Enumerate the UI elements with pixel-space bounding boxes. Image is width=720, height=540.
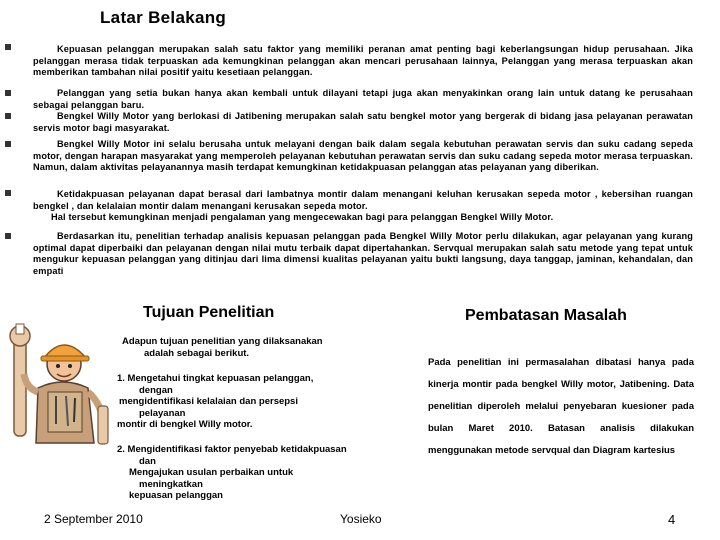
tujuan-item-line: dengan — [139, 384, 173, 396]
paragraph-ketidakpuasan — [33, 189, 693, 224]
paragraph-first-line: Pelanggan yang setia bukan hanya akan kembali untuk dilayani tetapi juga akan menyakinkan orang lain untuk — [57, 88, 585, 98]
footer-date: 2 September 2010 — [44, 512, 143, 526]
square-bullet-icon — [5, 141, 11, 147]
paragraph-berdasarkan — [33, 231, 693, 277]
paragraph-rest: pelayanan yang kurang optimal dapat diperbaiki dan pelayanan dengan nilai mutu terbaik dapat dipertahankan. Servqual merupakan salah satu metode yang tepat untuk mengukur kepuasan pelanggan yang ditinjau dari lima dimensi kualitas pelayanan yaitu bukti langsung, daya tanggap, jaminan, kehandalan, dan empati — [33, 231, 693, 276]
square-bullet-icon — [5, 44, 11, 50]
paragraph-pelanggan-setia — [33, 88, 693, 111]
tujuan-item-line: 1. Mengetahui tingkat kepuasan pelanggan, — [117, 373, 314, 384]
tujuan-item-line: Mengajukan usulan perbaikan untuk — [129, 467, 294, 478]
tujuan-intro-line: adalah sebagai berikut. — [144, 347, 250, 359]
tujuan-item-2 — [117, 444, 387, 502]
paragraph-kepuasan — [33, 44, 693, 79]
paragraph-first-line: Bengkel Willy Motor yang berlokasi di Jatibening merupakan salah satu bengkel motor yang bergerak di bidang jasa — [57, 111, 594, 121]
footer-author: Yosieko — [340, 512, 382, 526]
pembatasan-heading: Pembatasan Masalah — [465, 307, 627, 324]
page-number: 4 — [668, 512, 676, 527]
tujuan-heading: Tujuan Penelitian — [143, 304, 275, 321]
square-bullet-icon — [5, 90, 11, 96]
square-bullet-icon — [5, 113, 11, 119]
tujuan-item-line: kepuasan pelanggan — [129, 490, 223, 501]
square-bullet-icon — [5, 233, 11, 239]
paragraph-first-line: Bengkel Willy Motor ini selalu berusaha untuk melayani dengan baik dalam segala kebutuhan perawatan servis dan — [57, 139, 594, 149]
paragraph-extra-line: Hal tersebut kemungkinan menjadi pengalaman yang mengecewakan bagi para pelanggan Bengkel Willy Motor. — [51, 212, 554, 222]
tujuan-item-1 — [117, 373, 377, 431]
paragraph-rest: , kebersihan ruangan bengkel , dan kelalaian montir dalam menangani kerusakan sepeda motor. — [33, 189, 694, 211]
tujuan-intro — [122, 336, 382, 359]
page-title: Latar Belakang — [100, 8, 227, 27]
paragraph-bengkel-usaha — [33, 139, 693, 174]
tujuan-intro-line: Adapun tujuan penelitian yang dilaksanakan — [122, 336, 323, 347]
tujuan-item-line: mengidentifikasi kelalaian dan persepsi — [119, 396, 298, 407]
paragraph-rest: suku cadang sepeda motor, dengan harapan masyarakat yang memperoleh pelayanan kebutuhan perawatan servis dan suku cadang sepeda motor merasa terpuaskan. Namun, dalam aktivitas pelayanannya masih terdapat kemungkinan ketidakpuasan pelanggan atas pelayanan yang diberikan. — [33, 139, 694, 172]
tujuan-item-line: 2. Mengidentifikasi faktor penyebab ketidakpuasan — [117, 444, 347, 455]
tujuan-item-line: dan — [139, 455, 156, 467]
paragraph-rest: pelayanan perawatan servis motor bagi masyarakat. — [33, 111, 693, 133]
paragraph-first-line: Kepuasan pelanggan merupakan salah satu faktor yang memiliki peranan amat penting bagi keberlangsungan hidup — [57, 44, 610, 54]
square-bullet-icon — [5, 190, 11, 196]
mechanic-illustration — [8, 318, 113, 450]
paragraph-first-line: Berdasarkan itu, penelitian terhadap analisis kepuasan pelanggan pada Bengkel Willy Motor perlu dilakukan, agar — [57, 231, 583, 241]
tujuan-item-line: montir di bengkel Willy motor. — [117, 419, 253, 430]
paragraph-rest: datang ke perusahaan sebagai pelanggan baru. — [33, 88, 693, 110]
paragraph-rest: perusahaan. Jika pelanggan merasa tidak terpuaskan ada kemungkinan pelanggan akan mencari perusahaan lainnya, Pelanggan yang merasa terpuaskan akan memberikan tambahan nilai positif yaitu kesetiaan pelanggan. — [33, 44, 693, 77]
paragraph-first-line: Ketidakpuasan pelayanan dapat berasal dari lambatnya montir dalam menangani keluhan kerusakan sepeda motor — [57, 189, 591, 199]
paragraph-bengkel-lokasi — [33, 111, 693, 134]
tujuan-item-line: pelayanan — [139, 407, 186, 419]
pembatasan-text: Pada penelitian ini permasalahan dibatasi hanya pada kinerja montir pada bengkel Willy motor, Jatibening. Data penelitian diperoleh melalui penyebaran kuesioner pada bulan Maret 2010. Batasan analisis dilakukan menggunakan metode servqual dan Diagram kartesius — [428, 357, 694, 456]
tujuan-item-line: meningkatkan — [139, 478, 203, 490]
